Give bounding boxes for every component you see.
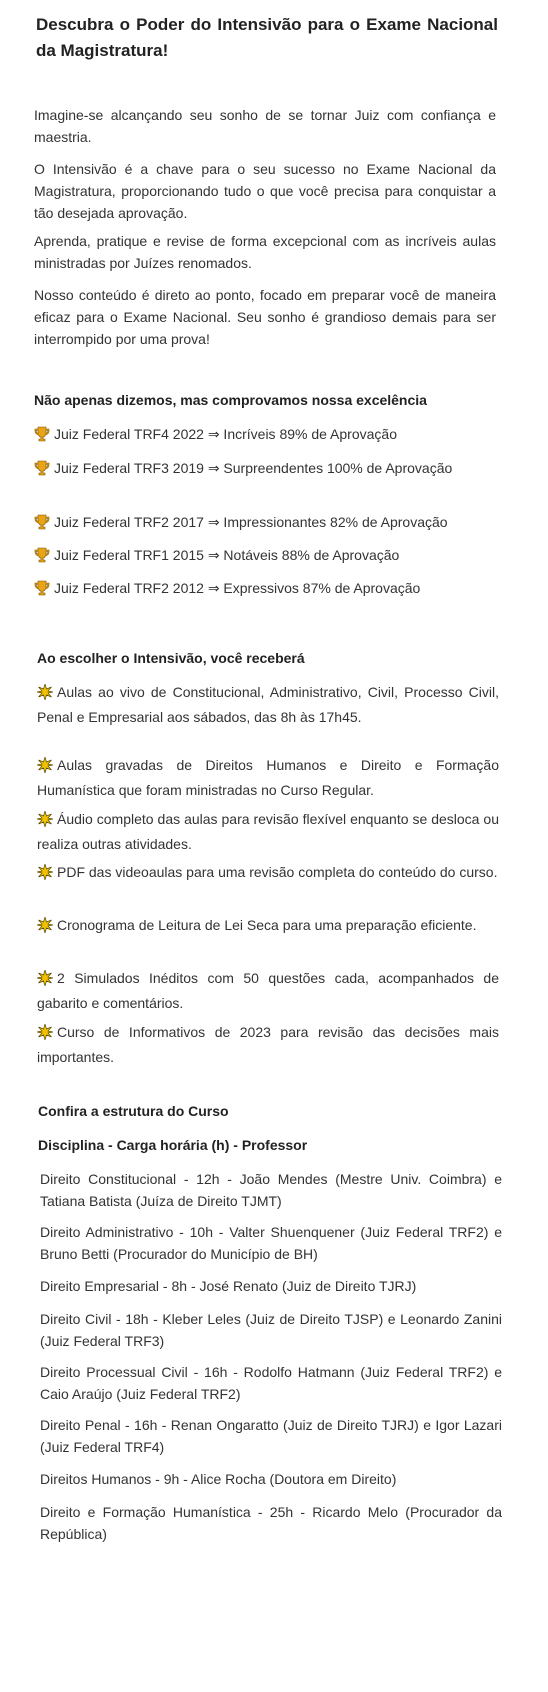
structure-subheading: Disciplina - Carga horária (h) - Professor	[38, 1137, 308, 1153]
page-title: Descubra o Poder do Intensivão para o Exame Nacional da Magistratura!	[36, 15, 498, 60]
trophy-icon	[34, 580, 50, 602]
intro-paragraph-4: Nosso conteúdo é direto ao ponto, focado em preparar você de maneira eficaz para o Exame Nacional. Seu sonho é grandioso demais para ser interrompido por uma prova!	[34, 287, 496, 347]
result-item: Juiz Federal TRF2 2017 ⇒ Impressionantes 82% de Aprovação	[34, 511, 496, 536]
result-item: Juiz Federal TRF3 2019 ⇒ Surpreendentes 100% de Aprovação	[34, 457, 496, 482]
trophy-icon	[34, 426, 50, 448]
result-item: Juiz Federal TRF4 2022 ⇒ Incríveis 89% de Aprovação	[34, 423, 496, 448]
course-item: Direito Civil - 18h - Kleber Leles (Juiz de Direito TJSP) e Leonardo Zanini (Juiz Federal TRF3)	[40, 1311, 502, 1349]
sparkle-icon	[37, 970, 53, 992]
course-item: Direito Processual Civil - 16h - Rodolfo Hatmann (Juiz Federal TRF2) e Caio Araújo (Juiz Federal TRF2)	[40, 1364, 502, 1402]
trophy-icon	[34, 460, 50, 482]
course-item: Direitos Humanos - 9h - Alice Rocha (Doutora em Direito)	[40, 1471, 397, 1487]
sparkle-icon	[37, 811, 53, 833]
feature-item: Aulas gravadas de Direitos Humanos e Direito e Formação Humanística que foram ministradas no Curso Regular.	[37, 757, 499, 798]
result-item: Juiz Federal TRF2 2012 ⇒ Expressivos 87% de Aprovação	[34, 577, 496, 602]
result-item: Juiz Federal TRF1 2015 ⇒ Notáveis 88% de Aprovação	[34, 544, 496, 569]
intro-paragraph-2: O Intensivão é a chave para o seu sucesso no Exame Nacional da Magistratura, proporcionando tudo o que você precisa para conquistar a tão desejada aprovação.	[34, 161, 496, 221]
course-item: Direito Administrativo - 10h - Valter Shuenquener (Juiz Federal TRF2) e Bruno Betti (Procurador do Município de BH)	[40, 1224, 502, 1262]
feature-item: 2 Simulados Inéditos com 50 questões cada, acompanhados de gabarito e comentários.	[37, 970, 499, 1011]
intro-paragraph-3: Aprenda, pratique e revise de forma excepcional com as incríveis aulas ministradas por Juízes renomados.	[34, 233, 496, 271]
results-heading: Não apenas dizemos, mas comprovamos nossa excelência	[34, 392, 427, 408]
trophy-icon	[34, 514, 50, 536]
feature-item: Áudio completo das aulas para revisão flexível enquanto se desloca ou realiza outras atividades.	[37, 811, 499, 852]
sparkle-icon	[37, 1024, 53, 1046]
feature-item: PDF das videoaulas para uma revisão completa do conteúdo do curso.	[37, 861, 499, 886]
course-item: Direito Constitucional - 12h - João Mendes (Mestre Univ. Coimbra) e Tatiana Batista (Juíza de Direito TJMT)	[40, 1171, 502, 1209]
sparkle-icon	[37, 684, 53, 706]
feature-item: Aulas ao vivo de Constitucional, Administrativo, Civil, Processo Civil, Penal e Empresarial aos sábados, das 8h às 17h45.	[37, 684, 499, 725]
trophy-icon	[34, 547, 50, 569]
sparkle-icon	[37, 757, 53, 779]
sparkle-icon	[37, 864, 53, 886]
course-item: Direito Penal - 16h - Renan Ongaratto (Juiz de Direito TJRJ) e Igor Lazari (Juiz Federal TRF4)	[40, 1417, 502, 1455]
sparkle-icon	[37, 917, 53, 939]
features-heading: Ao escolher o Intensivão, você receberá	[37, 650, 305, 666]
feature-item: Cronograma de Leitura de Lei Seca para uma preparação eficiente.	[37, 914, 499, 939]
intro-paragraph-1: Imagine-se alcançando seu sonho de se tornar Juiz com confiança e maestria.	[34, 107, 496, 145]
structure-heading: Confira a estrutura do Curso	[38, 1103, 229, 1119]
course-item: Direito Empresarial - 8h - José Renato (Juiz de Direito TJRJ)	[40, 1278, 417, 1294]
course-item: Direito e Formação Humanística - 25h - Ricardo Melo (Procurador da República)	[40, 1504, 502, 1542]
feature-item: Curso de Informativos de 2023 para revisão das decisões mais importantes.	[37, 1024, 499, 1065]
